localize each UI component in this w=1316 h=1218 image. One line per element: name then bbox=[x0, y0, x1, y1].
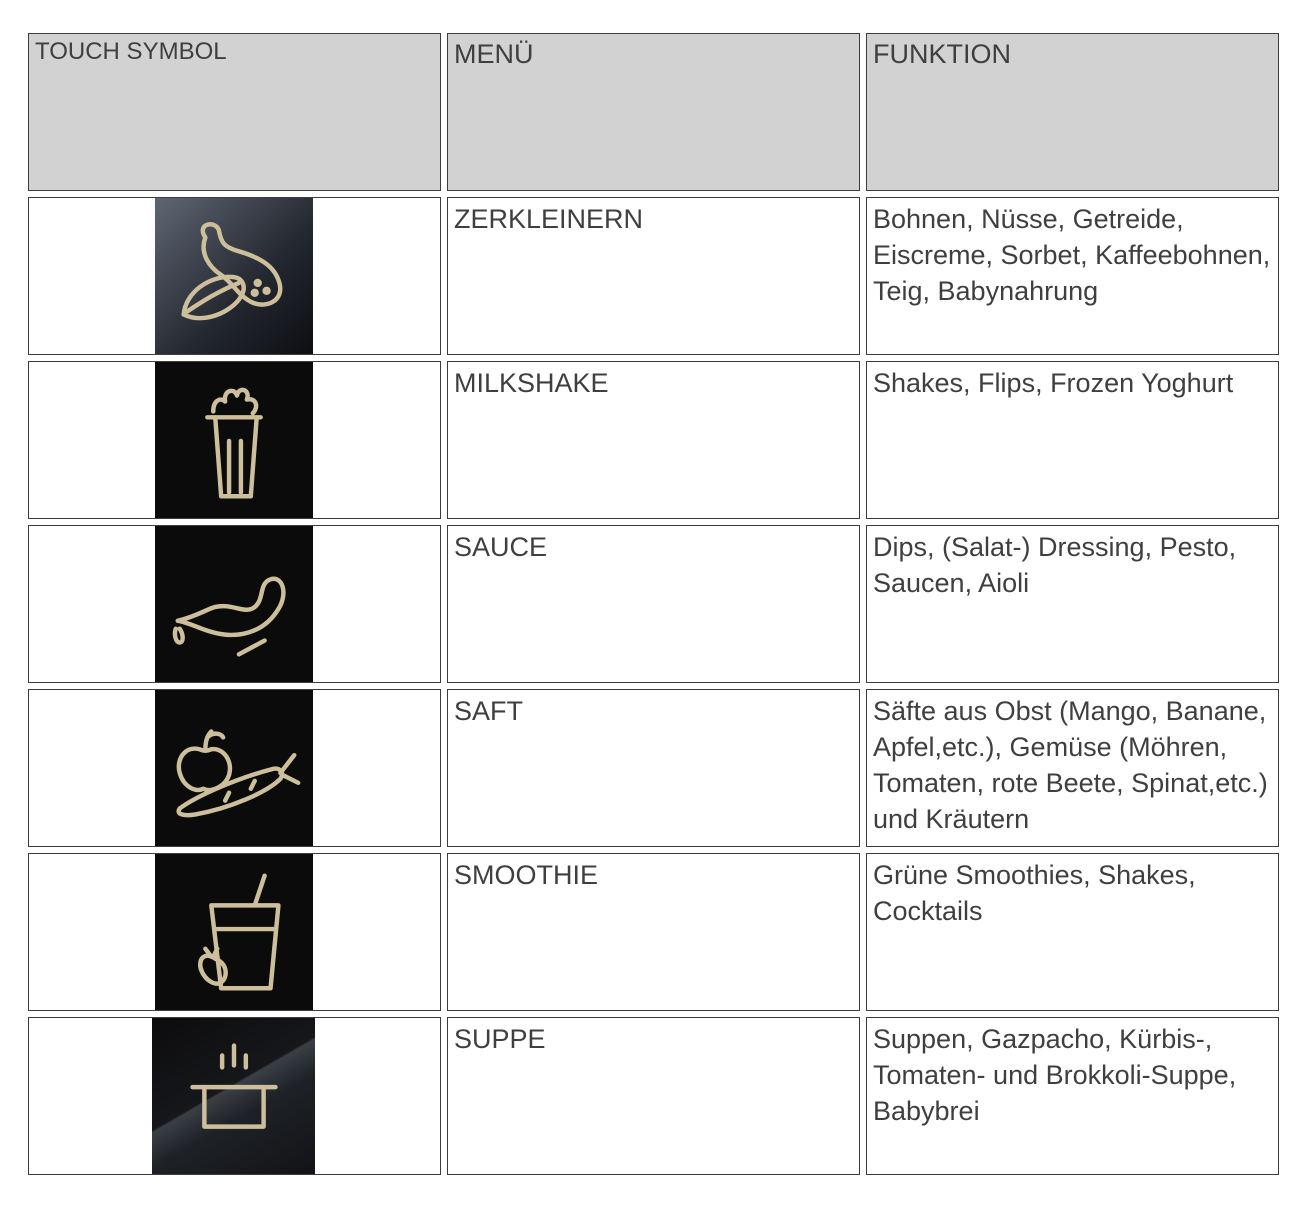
header-touch-symbol: TOUCH SYMBOL bbox=[28, 33, 441, 191]
symbol-cell bbox=[28, 1017, 441, 1175]
table-row bbox=[28, 197, 1279, 355]
menu-name: ZERKLEINERN bbox=[447, 197, 860, 355]
table-row bbox=[28, 853, 1279, 1011]
apple-carrot-icon bbox=[155, 690, 313, 846]
symbol-cell bbox=[28, 361, 441, 519]
table-header-row bbox=[28, 33, 1279, 191]
symbol-cell bbox=[28, 197, 441, 355]
menu-name: SUPPE bbox=[447, 1017, 860, 1175]
sauce-boat-icon bbox=[155, 526, 313, 682]
symbol-cell bbox=[28, 853, 441, 1011]
menu-function-table bbox=[22, 27, 1285, 1181]
symbol-cell bbox=[28, 525, 441, 683]
symbol-cell bbox=[28, 689, 441, 847]
table-row bbox=[28, 361, 1279, 519]
function-description: Suppen, Gazpacho, Kürbis-, Tomaten- und Brokkoli-Suppe, Babybrei bbox=[866, 1017, 1279, 1175]
function-description: Dips, (Salat-) Dressing, Pesto, Saucen, Aioli bbox=[866, 525, 1279, 683]
header-menu: MENÜ bbox=[447, 33, 860, 191]
milkshake-cup-icon bbox=[155, 362, 313, 518]
function-description: Shakes, Flips, Frozen Yoghurt bbox=[866, 361, 1279, 519]
table-row bbox=[28, 525, 1279, 683]
menu-name: SAUCE bbox=[447, 525, 860, 683]
menu-name: MILKSHAKE bbox=[447, 361, 860, 519]
function-description: Bohnen, Nüsse, Getreide, Eiscreme, Sorbet, Kaffeebohnen, Teig, Babynahrung bbox=[866, 197, 1279, 355]
smoothie-glass-icon bbox=[155, 854, 313, 1010]
nuts-icon bbox=[155, 198, 313, 354]
header-function: FUNKTION bbox=[866, 33, 1279, 191]
function-description: Grüne Smoothies, Shakes, Cocktails bbox=[866, 853, 1279, 1011]
function-description: Säfte aus Obst (Mango, Banane, Apfel,etc.), Gemüse (Möhren, Tomaten, rote Beete, Spinat,etc.) und Kräutern bbox=[866, 689, 1279, 847]
table-row bbox=[28, 1017, 1279, 1175]
table-row bbox=[28, 689, 1279, 847]
soup-pot-icon bbox=[152, 1018, 315, 1174]
menu-name: SAFT bbox=[447, 689, 860, 847]
menu-name: SMOOTHIE bbox=[447, 853, 860, 1011]
